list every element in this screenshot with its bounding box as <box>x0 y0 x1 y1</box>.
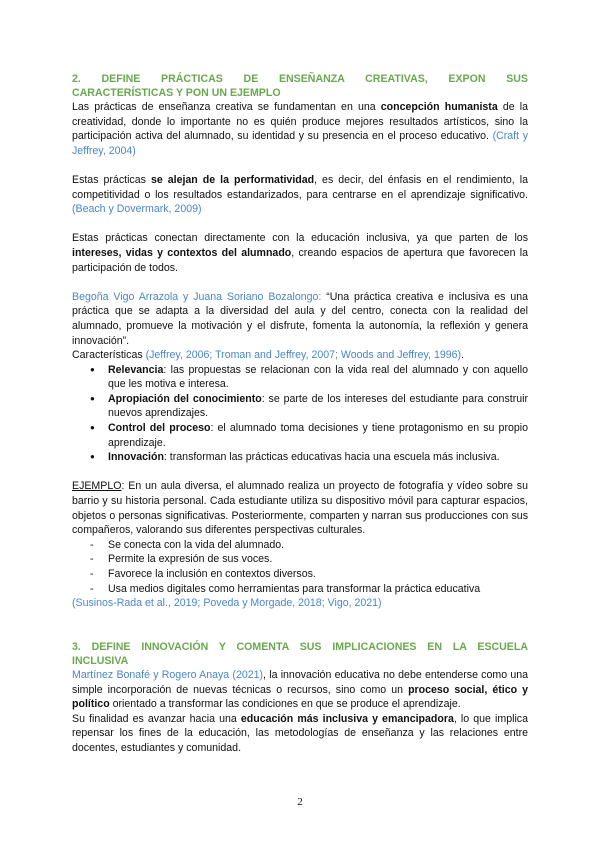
paragraph-performativity <box>72 173 528 217</box>
text: , lo que implica repensar los fines de la educación, las metodologías de enseñanza y las relaciones entre docentes, estudiantes y comunidad. <box>72 712 528 754</box>
example-label: EJEMPLO <box>72 480 122 493</box>
section-2-heading-cont <box>72 86 528 100</box>
spacer <box>72 611 528 626</box>
paragraph-innovation <box>72 668 528 712</box>
text: : transforman las prácticas educativas hacia una escuela más inclusiva. <box>163 451 500 464</box>
section-2-heading <box>72 72 528 86</box>
bold-text: educación más inclusiva y emancipadora <box>240 712 454 725</box>
text: Estas prácticas <box>72 173 151 186</box>
citation: Begoña Vigo Arrazola y Juana Soriano Bozalongo: <box>72 290 322 303</box>
list-item: - Permite la expresión de sus voces. <box>108 552 528 567</box>
page-number: 2 <box>297 796 303 808</box>
bold-text: Apropiación del conocimiento <box>108 392 262 405</box>
text: : las propuestas se relacionan con la vida real del alumnado y con aquello que les motiva e interesa. <box>108 363 528 391</box>
text: Características <box>72 349 146 362</box>
section-3-heading <box>72 640 528 654</box>
citation: (Beach y Dovermark, 2009) <box>72 203 202 216</box>
list-item: - Favorece la inclusión en contextos diversos. <box>108 567 528 582</box>
example-citation <box>72 596 528 611</box>
bold-text: Control del proceso <box>108 422 211 435</box>
bold-text: se alejan de la performatividad <box>150 173 315 186</box>
text: , creando espacios de apertura que favorecen la participación de todos. <box>72 246 528 274</box>
list-item: - Se conecta con la vida del alumnado. <box>108 538 528 553</box>
spacer <box>72 465 528 480</box>
text: Su finalidad es avanzar hacia una <box>72 712 241 725</box>
paragraph-quote <box>72 290 528 348</box>
text: : el alumnado toma decisiones y tiene protagonismo en su propio aprendizaje. <box>108 422 529 449</box>
section-3-heading-line1: 3. DEFINE INNOVACIÓN Y COMENTA SUS IMPLICACIONES EN LA ESCUELA <box>72 640 528 653</box>
section-2-heading-line1: 2. DEFINE PRÁCTICAS DE ENSEÑANZA CREATIVAS, EXPON SUS <box>72 73 528 85</box>
text: orientado a transformar las condiciones en que se produce el aprendizaje. <box>109 698 461 711</box>
text: : se parte de los intereses del estudiante para construir nuevos aprendizajes. <box>108 392 528 420</box>
text: : En un aula diversa, el alumnado realiza un proyecto de fotografía y vídeo sobre su barrio y su historia personal. Cada estudiante utiliza su dispositivo móvil para capturar espacios, objetos o personas significativas. Posteriormente, comparten y narran sus producciones con sus compañeros, valorando sus diferentes perspectivas culturales. <box>72 480 528 537</box>
list-item: - Usa medios digitales como herramientas para transformar la práctica educativa <box>108 582 528 597</box>
list-item <box>108 421 528 450</box>
characteristics-list <box>72 363 528 465</box>
bold-text: Innovación <box>108 451 164 464</box>
citation: (Jeffrey, 2006; Troman and Jeffrey, 2007; Woods and Jeffrey, 1996) <box>145 349 462 362</box>
paragraph-humanist <box>72 100 528 158</box>
text: Las prácticas de enseñanza creativa se fundamentan en una <box>72 101 381 113</box>
bold-text: Relevancia <box>108 363 164 376</box>
text: . <box>461 349 464 362</box>
example-list <box>72 538 528 596</box>
spacer <box>72 217 528 232</box>
list-item <box>108 450 528 465</box>
citation: (Susinos-Rada et al., 2019; Poveda y Morgade, 2018; Vigo, 2021) <box>72 597 382 610</box>
section-3-heading-cont <box>72 654 528 668</box>
document-page <box>72 72 528 756</box>
paragraph-inclusive <box>72 231 528 275</box>
bold-text: proceso social, ético y político <box>72 683 529 711</box>
section-3-heading-line2: INCLUSIVA <box>72 654 129 667</box>
characteristics-label <box>72 348 528 363</box>
list-item <box>108 392 528 421</box>
section-2-heading-line2: CARACTERÍSTICAS Y PON UN EJEMPLO <box>72 87 281 99</box>
spacer <box>72 625 528 640</box>
bold-text: concepción humanista <box>380 101 498 113</box>
quote-text: “Una práctica creativa e inclusiva es una práctica que se adapta a la diversidad del aula y del centro, conecta con la realidad del alumnado, promueve la motivación y el disfrute, fomenta la autonomía, la reflexión y genera innovación”. <box>72 290 528 347</box>
spacer <box>72 275 528 290</box>
text: Estas prácticas conectan directamente con la educación inclusiva, ya que parten de los <box>72 232 528 245</box>
paragraph-purpose <box>72 712 528 756</box>
text: de la creatividad, donde lo importante no es quién produce mejores resultados artísticos, sino la participación activa del alumnado, su identidad y su presencia en el proceso educativo. <box>72 101 528 143</box>
text: , la innovación educativa no debe entenderse como una simple incorporación de nuevas técnicas o recursos, sino como un <box>72 668 528 696</box>
paragraph-example <box>72 479 528 537</box>
citation: (Craft y Jeffrey, 2004) <box>72 130 528 157</box>
citation: Martínez Bonafé y Rogero Anaya (2021) <box>72 668 264 681</box>
spacer <box>72 158 528 173</box>
bold-text: intereses, vidas y contextos del alumnado <box>72 246 292 259</box>
list-item <box>108 363 528 392</box>
text: , es decir, del énfasis en el rendimiento, la competitividad o los resultados estandarizados, para centrarse en el aprendizaje significativo. <box>72 173 528 201</box>
